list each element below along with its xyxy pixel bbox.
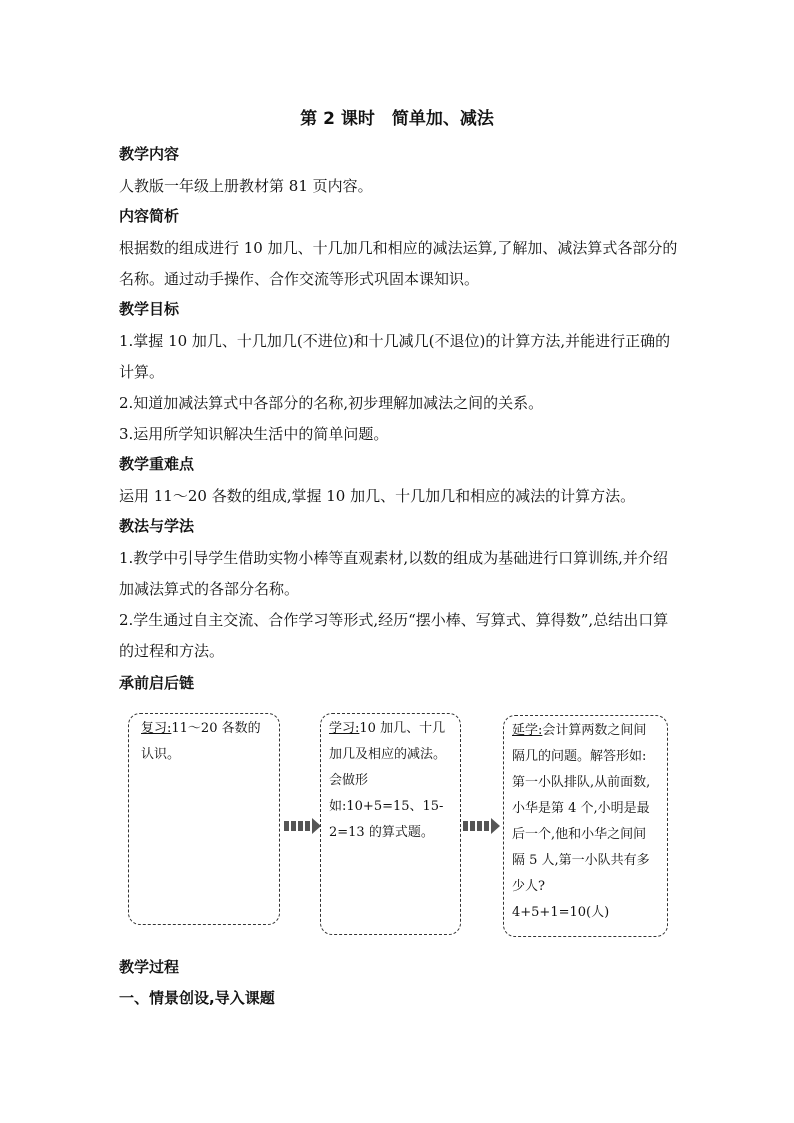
teaching-content-text: 人教版一年级上册教材第 81 页内容。 — [119, 177, 373, 195]
learn-text: 10 加几、十几加几及相应的减法。会做形如:10+5=15、15-2=13 的算式题。 — [329, 721, 447, 840]
method-item-1: 1.教学中引导学生借助实物小棒等直观素材,以数的组成为基础进行口算训练,并介绍加减法算式的各部分名称。 — [119, 549, 668, 598]
method-item-2: 2.学生通过自主交流、合作学习等形式,经历“摆小棒、写算式、算得数”,总结出口算的过程和方法。 — [119, 611, 669, 660]
heading-content-analysis: 内容简析 — [119, 207, 180, 225]
heading-key-points: 教学重难点 — [119, 455, 195, 473]
key-points-text: 运用 11～20 各数的组成,掌握 10 加几、十几加几和相应的减法的计算方法。 — [119, 487, 636, 505]
arrow-right-icon — [284, 818, 322, 834]
heading-teaching-process: 教学过程 — [119, 958, 180, 976]
review-box — [128, 713, 280, 925]
extend-label: 延学: — [512, 723, 543, 738]
review-label: 复习: — [141, 721, 172, 736]
review-text: 11～20 各数的认识。 — [141, 721, 261, 762]
arrow-right-icon — [463, 818, 501, 834]
content-analysis-text: 根据数的组成进行 10 加几、十几加几和相应的减法运算,了解加、减法算式各部分的名称。通过动手操作、合作交流等形式巩固本课知识。 — [119, 239, 678, 288]
learn-label: 学习: — [329, 721, 360, 736]
goal-item-2: 2.知道加减法算式中各部分的名称,初步理解加减法之间的关系。 — [119, 394, 544, 412]
heading-teaching-goals: 教学目标 — [119, 300, 180, 318]
extend-text: 会计算两数之间间隔几的问题。解答形如:第一小队排队,从前面数,小华是第 4 个,小明是最后一个,他和小华之间间隔 5 人,第一小队共有多少人? — [512, 723, 651, 894]
goal-item-1: 1.掌握 10 加几、十几加几(不进位)和十几减几(不退位)的计算方法,并能进行正确的计算。 — [119, 332, 671, 381]
extend-formula: 4+5+1=10(人) — [512, 905, 610, 920]
heading-step-1: 一、情景创设,导入课题 — [119, 989, 275, 1007]
page-title: 第 2 课时 简单加、减法 — [300, 109, 494, 129]
heading-methods: 教法与学法 — [119, 517, 195, 535]
learn-box — [320, 713, 461, 935]
heading-teaching-content: 教学内容 — [119, 145, 180, 163]
heading-link-chain: 承前启后链 — [119, 674, 195, 692]
extend-box — [503, 715, 668, 937]
goal-item-3: 3.运用所学知识解决生活中的简单问题。 — [119, 425, 389, 443]
